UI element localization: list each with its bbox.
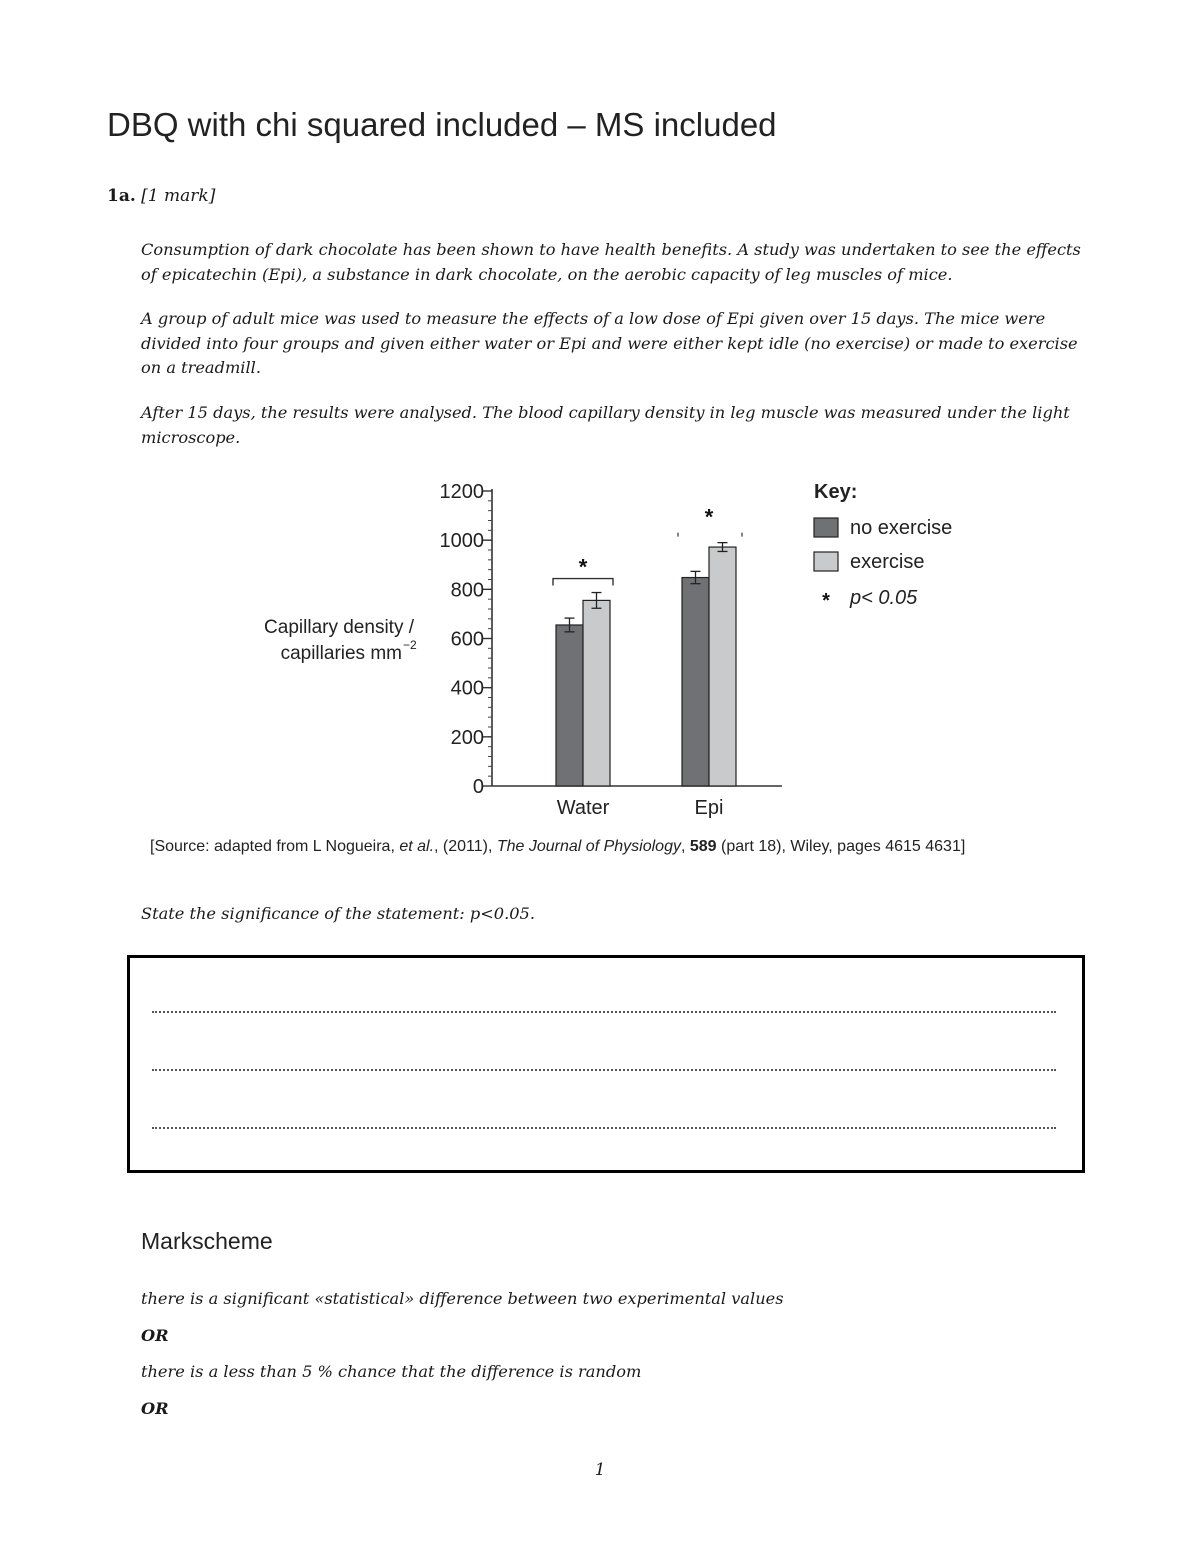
page-title: DBQ with chi squared included – MS included (107, 106, 777, 143)
significance-marker: * (704, 504, 714, 530)
source-etal: et al. (399, 838, 435, 855)
legend-significance-marker: * (822, 590, 830, 612)
y-tick-label: 400 (450, 677, 484, 700)
capillary-density-chart (0, 465, 1200, 825)
answer-line-2[interactable] (152, 1069, 1056, 1071)
question-paragraph-3: After 15 days, the results were analysed. The blood capillary density in leg muscle was measured under the light microscope. (141, 403, 1070, 447)
question-paragraph-1: Consumption of dark chocolate has been shown to have health benefits. A study was undertaken to see the effects of epicatechin (Epi), a substance in dark chocolate, on the aerobic capacity of leg muscles of mice. (141, 240, 1081, 284)
bar-no-exercise-epi (682, 578, 709, 786)
markscheme-or-1: OR (141, 1326, 169, 1345)
source-journal: The Journal of Physiology (496, 838, 681, 855)
markscheme-or-2: OR (141, 1399, 169, 1418)
significance-bracket (553, 579, 613, 586)
y-tick-label: 800 (450, 579, 484, 602)
legend-swatch (814, 552, 838, 571)
question-number-label: 1a. (107, 186, 136, 206)
y-tick-label: 1200 (439, 481, 484, 503)
legend-label: no exercise (850, 517, 953, 539)
y-tick-label: 0 (472, 776, 484, 798)
bar-exercise-epi (709, 547, 736, 786)
question-marks: [1 mark] (141, 186, 216, 206)
markscheme-line-1: there is a significant «statistical» difference between two experimental values (141, 1289, 784, 1308)
markscheme-line-2: there is a less than 5 % chance that the difference is random (141, 1362, 642, 1381)
question-paragraph-2: A group of adult mice was used to measure the effects of a low dose of Epi given over 15 days. The mice were divided into four groups and given either water or Epi and were either kept idle (no exercise) or made to exercise on a treadmill. (141, 309, 1078, 377)
bar-exercise-water (583, 600, 610, 786)
legend-label: exercise (850, 551, 925, 573)
y-axis-label-superscript: −2 (403, 638, 417, 652)
answer-line-3[interactable] (152, 1127, 1056, 1129)
legend-swatch (814, 518, 838, 537)
y-tick-label: 200 (450, 726, 484, 749)
legend-title: Key: (814, 481, 858, 503)
significance-marker: * (578, 554, 588, 580)
source-suffix: (part 18), Wiley, pages 4615 4631] (716, 838, 966, 855)
legend-significance-label: p< 0.05 (850, 587, 918, 609)
answer-line-1[interactable] (152, 1011, 1056, 1013)
x-category-label: Epi (694, 797, 724, 819)
markscheme-heading: Markscheme (141, 1228, 273, 1254)
page-number: 1 (594, 1460, 606, 1480)
y-axis-label-line1: Capillary density / (264, 617, 414, 638)
question-prompt: State the significance of the statement: p<0.05. (141, 904, 535, 923)
x-category-label: Water (556, 797, 610, 819)
answer-box[interactable] (127, 955, 1085, 1173)
source-volume: 589 (689, 838, 717, 855)
y-tick-label: 600 (450, 628, 484, 651)
y-axis-label-line2: capillaries mm (280, 643, 402, 664)
question-number (107, 186, 215, 206)
source-prefix: [Source: adapted from L Nogueira, (150, 838, 400, 855)
bar-no-exercise-water (556, 625, 583, 786)
y-tick-label: 1000 (439, 530, 484, 553)
figure-source (150, 838, 965, 856)
source-mid: , (2011), (434, 838, 497, 855)
source-sep: , (680, 838, 690, 855)
